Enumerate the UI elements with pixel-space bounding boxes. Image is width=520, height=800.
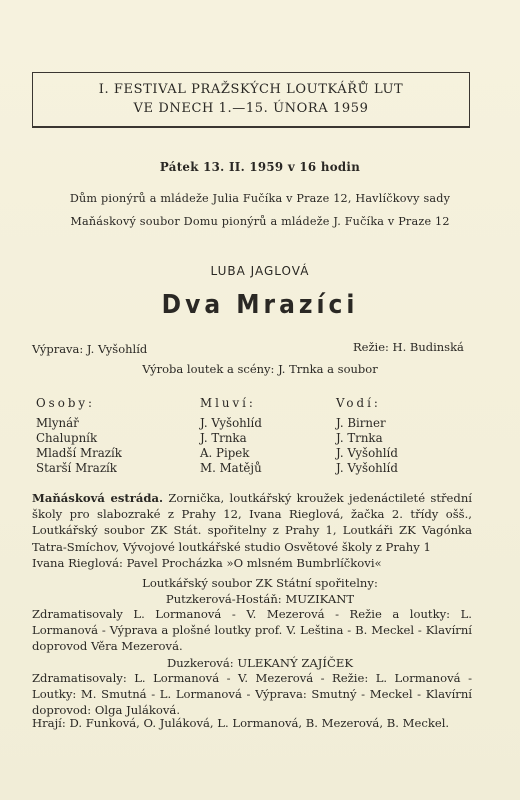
cast-voice: M. Matějů — [200, 461, 262, 475]
zajicek-title: Duzkerová: ULEKANÝ ZAJÍČEK — [167, 656, 353, 670]
cast-puppeteer: J. Trnka — [336, 431, 383, 445]
rieglova-line: Ivana Rieglová: Pavel Procházka »O mlsném Bumbrlíčkovi« — [32, 556, 382, 570]
cast-header-puppeteers: Vodí: — [336, 396, 381, 410]
cast-role: Mlynář — [36, 416, 79, 430]
cast-roles-column — [36, 396, 122, 476]
cast-role: Chalupník — [36, 431, 98, 445]
cast-voice: A. Pipek — [200, 446, 250, 460]
cast-header-voices: Mluví: — [200, 396, 256, 410]
festival-title: I. FESTIVAL PRAŽSKÝCH LOUTKÁŘŮ LUT — [98, 82, 404, 97]
muzikant-title: Putzkerová-Hostáň: MUZIKANT — [165, 592, 355, 606]
play-author: LUBA JAGLOVÁ — [210, 264, 310, 278]
savings-ensemble-line: Loutkářský soubor ZK Státní spořitelny: — [142, 576, 378, 590]
ensemble-line: Maňáskový soubor Domu pionýrů a mládeže J. Fučíka v Praze 12 — [70, 215, 450, 228]
festival-dates: VE DNECH 1.—15. ÚNORA 1959 — [133, 101, 369, 116]
cast-voice: J. Vyšohlíd — [200, 416, 262, 430]
zajicek-credits: Zdramatisovaly: L. Lormanová - V. Mezerová - Režie: L. Lormanová - Loutky: M. Smutná - L. Lormanová - Výprava: Smutný - Meckel - Klavírní doprovod: Olga Juláková. — [32, 671, 472, 717]
cast-voices-column — [200, 396, 262, 476]
venue-line: Dům pionýrů a mládeže Julia Fučíka v Praze 12, Havlíčkovy sady — [69, 192, 451, 205]
performance-date: Pátek 13. II. 1959 v 16 hodin — [159, 160, 361, 174]
cast-role: Mladší Mrazík — [36, 446, 122, 460]
cast-voice: J. Trnka — [200, 431, 247, 445]
estrada-lead: Maňásková estráda. — [32, 491, 164, 505]
design-credit: Výprava: J. Vyšohlíd — [32, 342, 148, 356]
cast-puppeteer: J. Vyšohlíd — [336, 461, 398, 475]
cast-header-roles: Osoby: — [36, 396, 96, 410]
estrada-text: Zornička, loutkářský kroužek jedenáctileté střední školy pro slabozraké z Prahy 12, Ivana Rieglová, žačka 2. třídy ošš., Loutkářský soubor ZK Stát. spořitelny z Prahy 1, Loutkáři ZK Vagónka Tatra-Smíchov, Vývojové loutkářské studio Osvětové školy z Prahy 1 — [32, 491, 472, 554]
estrada-paragraph — [32, 490, 472, 555]
cast-puppeteers-column — [336, 396, 398, 476]
festival-header-box — [32, 72, 470, 128]
cast-role: Starší Mrazík — [36, 461, 117, 475]
cast-puppeteer: J. Vyšohlíd — [336, 446, 398, 460]
puppets-credit: Výroba loutek a scény: J. Trnka a soubor — [142, 362, 378, 376]
performers-line: Hrají: D. Funková, O. Juláková, L. Lormanová, B. Mezerová, B. Meckel. — [32, 716, 450, 730]
play-title: Dva Mrazíci — [161, 290, 359, 320]
director-credit: Režie: H. Budinská — [353, 340, 464, 354]
cast-puppeteer: J. Birner — [336, 416, 386, 430]
muzikant-credits: Zdramatisovaly L. Lormanová - V. Mezerová - Režie a loutky: L. Lormanová - Výprava a plošné loutky prof. V. Leština - B. Meckel - Klavírní doprovod Věra Mezerová. — [32, 607, 472, 653]
